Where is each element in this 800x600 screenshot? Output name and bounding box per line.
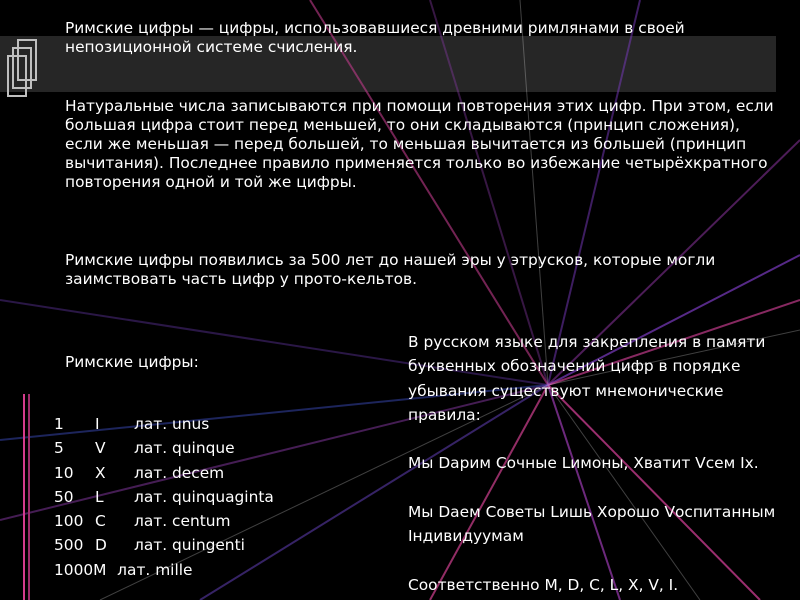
numeral-row — [54, 558, 274, 582]
numeral-row — [54, 485, 274, 509]
numeral-symbol: L — [95, 487, 104, 506]
numeral-value: 5 — [54, 439, 64, 458]
numeral-row — [54, 461, 274, 485]
mnemonic-rule-1: Мы Dарим Сочные Lимоны, Хватит Vсем Iх. — [408, 454, 759, 473]
numeral-latin: лат. centum — [134, 512, 231, 531]
mnemonic-conclusion: Соответственно M, D, C, L, X, V, I. — [408, 575, 679, 594]
numeral-value: 50 — [54, 487, 74, 506]
numeral-symbol: V — [95, 439, 106, 458]
numerals-table — [54, 412, 274, 582]
numeral-latin: лат. decem — [134, 463, 225, 482]
numeral-value: 100 — [54, 512, 84, 531]
numeral-symbol: M — [93, 560, 107, 579]
numeral-latin: лат. quinquaginta — [134, 487, 274, 506]
window-edge-icon — [4, 36, 40, 100]
numeral-row — [54, 533, 274, 557]
numeral-row — [54, 509, 274, 533]
numerals-heading: Римские цифры: — [65, 353, 199, 371]
rules-paragraph: Натуральные числа записываются при помощи повторения этих цифр. При этом, если большая цифра стоит перед меньшей, то они складываются (принцип сложения), если же меньшая — перед большей, то меньшая вычитается из большей (принцип вычитания). Последнее правило применяется только во избежание четырёхкратного повторения одной и той же цифры. — [65, 97, 774, 191]
numeral-value: 1000 — [54, 560, 94, 579]
origin-paragraph: Римские цифры появились за 500 лет до нашей эры у этрусков, которые могли заимствовать часть цифр у прото-кельтов. — [65, 251, 716, 288]
numeral-symbol: I — [95, 415, 100, 433]
numeral-symbol: X — [95, 463, 106, 482]
numeral-symbol: D — [95, 536, 107, 555]
mnemonic-intro: В русском языке для закрепления в памяти буквенных обозначений цифр в порядке убывания существуют мнемонические правила: — [408, 333, 766, 424]
numeral-latin: лат. quingenti — [134, 536, 245, 555]
numeral-latin: лат. quinque — [134, 439, 235, 458]
numeral-row — [54, 436, 274, 460]
accent-bars — [22, 394, 34, 600]
numeral-value: 500 — [54, 536, 84, 555]
numeral-value: 10 — [54, 463, 74, 482]
numeral-row — [54, 412, 274, 436]
numeral-symbol: C — [95, 512, 106, 531]
intro-paragraph: Римские цифры — цифры, использовавшиеся древними римлянами в своей непозиционной системе счисления. — [65, 19, 685, 56]
numeral-latin: лат. unus — [134, 415, 210, 433]
mnemonic-block — [408, 330, 788, 597]
numeral-value: 1 — [54, 415, 64, 433]
numeral-latin: лат. mille — [117, 560, 193, 579]
mnemonic-rule-2: Мы Dаем Советы Lишь Хорошо Vоспитанным Iндивидуумам — [408, 503, 776, 546]
